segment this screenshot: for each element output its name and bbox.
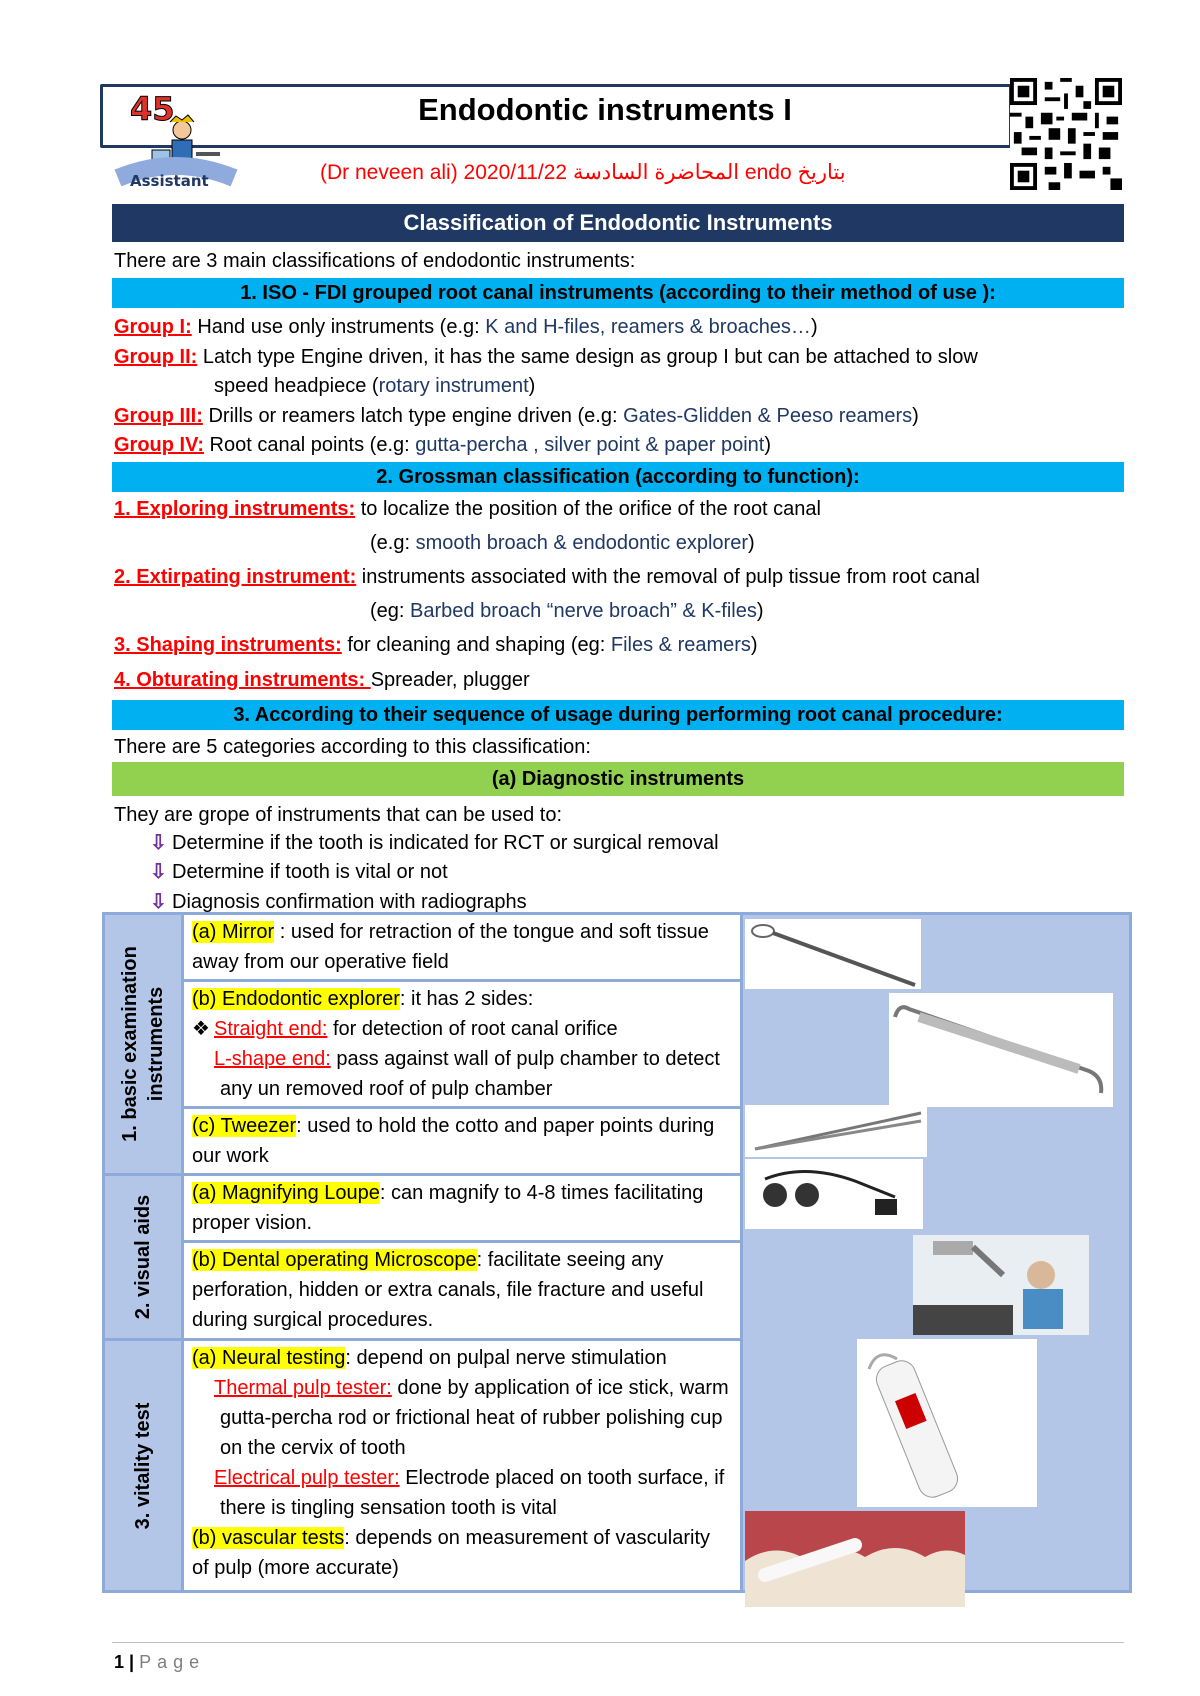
- arrow-bullet-icon: ⇩: [150, 861, 167, 883]
- page-word: Page: [139, 1652, 206, 1672]
- grossman-obturating: 4. Obturating instruments: Spreader, plugger: [114, 669, 530, 691]
- mirror-name: (a) Mirror: [192, 921, 275, 943]
- diagnostic-table: [102, 912, 1132, 1593]
- section-vitality-test: [104, 1340, 183, 1592]
- bullet-item: ⇩ Diagnosis confirmation with radiographs: [150, 891, 527, 913]
- iso-group-3: Group III: Drills or reamers latch type engine driven (e.g: Gates-Glidden & Peeso reamers): [114, 405, 919, 427]
- loupe-name: (a) Magnifying Loupe: [192, 1182, 380, 1204]
- vitality-cell: (a) Neural testing: depend on pulpal nerve stimulation Thermal pulp tester: done by application of ice stick, warm gutta-percha rod or frictional heat of rubber polishing cup on the cervix of tooth Electrical pulp tester: Electrode placed on tooth surface, if there is tingling sensation tooth is vital (b) vascular tests: depends on measurement of vascularity of pulp (more accurate): [183, 1340, 742, 1592]
- section-label: 3. vitality test: [132, 1402, 154, 1529]
- mirror-cell: (a) Mirror : used for retraction of the tongue and soft tissue away from our operative field: [183, 914, 742, 981]
- sequence-heading: 3. According to their sequence of usage during performing root canal procedure:: [112, 700, 1124, 730]
- logo-45-assistant: [112, 90, 240, 200]
- microscope-image: [913, 1235, 1089, 1335]
- grossman-exploring-example: (e.g: smooth broach & endodontic explorer): [370, 532, 755, 554]
- page-footer: 1 | Page: [114, 1652, 206, 1672]
- iso-group-4: Group IV: Root canal points (e.g: gutta-percha , silver point & paper point): [114, 434, 771, 456]
- logo-number: 45: [130, 90, 175, 128]
- iso-group-2: Group II: Latch type Engine driven, it has the same design as group I but can be attached to slow: [114, 346, 978, 368]
- tweezer-name: (c) Tweezer: [192, 1115, 297, 1137]
- vascular-test-image: [745, 1511, 965, 1607]
- loupe-image: [745, 1159, 923, 1229]
- diamond-bullet-icon: [192, 1373, 214, 1403]
- iso-group-2-cont: speed headpiece (rotary instrument): [214, 375, 536, 397]
- diagnostic-heading: (a) Diagnostic instruments: [112, 762, 1124, 796]
- iso-heading: 1. ISO - FDI grouped root canal instruments (according to their method of use ):: [112, 278, 1124, 308]
- section-visual-aids: [104, 1175, 183, 1340]
- lecture-subtitle: (Dr neveen ali) 2020/11/22 المحاضرة السادسة endo بتاريخ: [320, 161, 846, 184]
- vascular-name: (b) vascular tests: [192, 1527, 345, 1549]
- arrow-bullet-icon: ⇩: [150, 832, 167, 854]
- microscope-cell: (b) Dental operating Microscope: facilitate seeing any perforation, hidden or extra canals, file fracture and useful during surgical procedures.: [183, 1242, 742, 1340]
- neural-name: (a) Neural testing: [192, 1347, 346, 1369]
- section-label: 2. visual aids: [132, 1194, 154, 1320]
- diamond-bullet-icon: [192, 1044, 214, 1074]
- grossman-extirpating: 2. Extirpating instrument: instruments associated with the removal of pulp tissue from root canal: [114, 566, 980, 588]
- grossman-shaping: 3. Shaping instruments: for cleaning and shaping (eg: Files & reamers): [114, 634, 758, 656]
- arrow-bullet-icon: ⇩: [150, 891, 167, 913]
- qr-code[interactable]: [1010, 76, 1122, 192]
- bullet-item: ⇩ Determine if the tooth is indicated for RCT or surgical removal: [150, 832, 719, 854]
- grossman-exploring: 1. Exploring instruments: to localize the position of the orifice of the root canal: [114, 498, 821, 520]
- image-column: [742, 914, 1131, 1592]
- diamond-bullet-icon: [192, 1463, 214, 1493]
- main-heading: Classification of Endodontic Instruments: [112, 204, 1124, 242]
- iso-group-1: Group I: Hand use only instruments (e.g: K and H-files, reamers & broaches…): [114, 316, 818, 338]
- sequence-intro: There are 5 categories according to this classification:: [114, 736, 591, 758]
- grossman-extirpating-example: (eg: Barbed broach “nerve broach” & K-files): [370, 600, 764, 622]
- loupe-cell: (a) Magnifying Loupe: can magnify to 4-8 times facilitating proper vision.: [183, 1175, 742, 1242]
- page-number: 1: [114, 1652, 125, 1672]
- intro-text: There are 3 main classifications of endodontic instruments:: [114, 250, 636, 272]
- diamond-bullet-icon: ❖: [192, 1018, 210, 1040]
- section-label-2: instruments: [145, 986, 167, 1102]
- section-label: 1. basic examination: [119, 946, 141, 1142]
- tweezer-image: [745, 1105, 927, 1157]
- microscope-name: (b) Dental operating Microscope: [192, 1249, 477, 1271]
- logo-caption: Assistant: [130, 172, 209, 190]
- bullet-item: ⇩ Determine if tooth is vital or not: [150, 861, 448, 883]
- mirror-image: [745, 919, 921, 989]
- explorer-name: (b) Endodontic explorer: [192, 988, 400, 1010]
- section-basic-examination: [104, 914, 183, 1175]
- grossman-heading: 2. Grossman classification (according to function):: [112, 462, 1124, 492]
- tweezer-cell: (c) Tweezer: used to hold the cotto and paper points during our work: [183, 1108, 742, 1175]
- explorer-image: [889, 993, 1113, 1107]
- explorer-cell: (b) Endodontic explorer: it has 2 sides: ❖ Straight end: for detection of root canal orifice L-shape end: pass against wall of pulp chamber to detect any un removed roof of pulp chamber: [183, 981, 742, 1108]
- diagnostic-lead: They are grope of instruments that can be used to:: [114, 804, 563, 826]
- footer-divider: [112, 1642, 1124, 1643]
- pulp-tester-image: [857, 1339, 1037, 1507]
- page-title: Endodontic instruments I: [418, 92, 792, 127]
